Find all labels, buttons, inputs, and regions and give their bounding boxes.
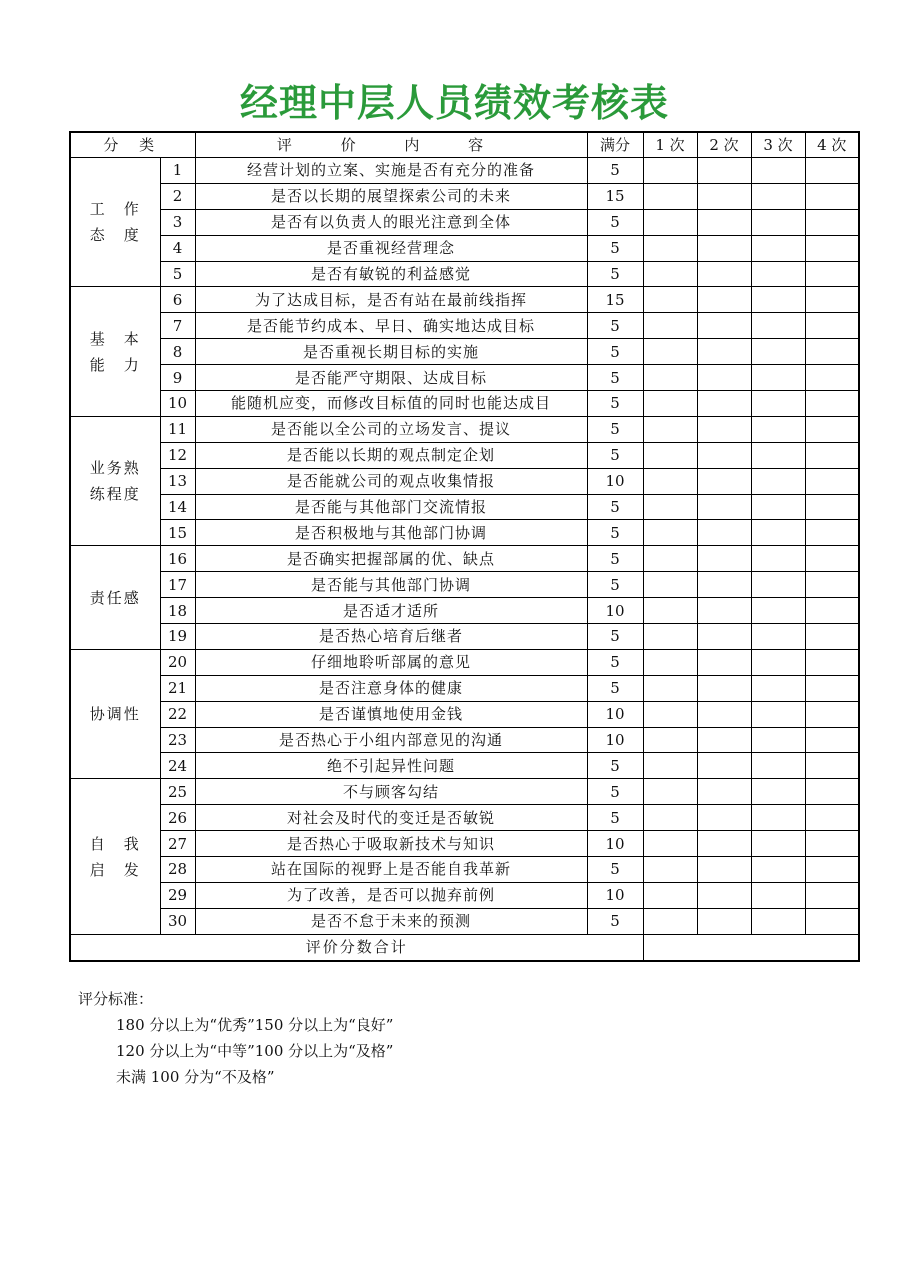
score-cell-round-1[interactable] [643,727,697,753]
item-number: 28 [160,857,195,883]
score-cell-round-3[interactable] [751,287,805,313]
item-number: 12 [160,442,195,468]
item-number: 30 [160,908,195,934]
score-cell-round-2[interactable] [697,727,751,753]
item-full-score: 5 [587,546,643,572]
score-cell-round-3[interactable] [751,235,805,261]
table-row [70,727,859,753]
score-cell-round-3[interactable] [751,675,805,701]
score-cell-round-1[interactable] [643,287,697,313]
item-content: 是否适才适所 [195,598,587,624]
page-title: 经理中层人员绩效考核表 [239,81,669,125]
item-number: 11 [160,416,195,442]
item-number: 24 [160,753,195,779]
item-content: 为了达成目标，是否有站在最前线指挥 [195,287,587,313]
score-cell-round-2[interactable] [697,183,751,209]
score-cell-round-4[interactable] [805,805,859,831]
score-cell-round-2[interactable] [697,572,751,598]
score-cell-round-1[interactable] [643,546,697,572]
score-cell-round-2[interactable] [697,261,751,287]
table-row [70,805,859,831]
item-number: 8 [160,339,195,365]
item-full-score: 5 [587,339,643,365]
score-cell-round-1[interactable] [643,235,697,261]
score-cell-round-1[interactable] [643,598,697,624]
category-label: 自 我 [89,834,141,853]
score-cell-round-1[interactable] [643,753,697,779]
item-full-score: 5 [587,908,643,934]
evaluation-table [69,131,860,962]
category-label: 启 发 [89,860,141,879]
score-cell-round-2[interactable] [697,235,751,261]
score-cell-round-1[interactable] [643,908,697,934]
item-content: 对社会及时代的变迁是否敏锐 [195,805,587,831]
item-number: 3 [160,209,195,235]
criteria-heading: 评分标准： [78,990,154,1008]
score-cell-round-3[interactable] [751,857,805,883]
score-cell-round-1[interactable] [643,391,697,417]
item-number: 13 [160,468,195,494]
score-cell-round-4[interactable] [805,209,859,235]
score-cell-round-1[interactable] [643,416,697,442]
score-cell-round-4[interactable] [805,287,859,313]
item-full-score: 5 [587,158,643,184]
item-full-score: 5 [587,675,643,701]
category-cell [70,158,160,287]
score-cell-round-3[interactable] [751,442,805,468]
score-cell-round-1[interactable] [643,158,697,184]
score-cell-round-4[interactable] [805,313,859,339]
item-full-score: 5 [587,261,643,287]
score-cell-round-4[interactable] [805,701,859,727]
score-cell-round-4[interactable] [805,442,859,468]
item-number: 18 [160,598,195,624]
header-full-score: 满分 [587,132,643,158]
item-content: 是否有以负责人的眼光注意到全体 [195,209,587,235]
score-cell-round-4[interactable] [805,675,859,701]
table-row [70,209,859,235]
score-cell-round-2[interactable] [697,546,751,572]
item-full-score: 5 [587,857,643,883]
item-full-score: 5 [587,442,643,468]
score-cell-round-4[interactable] [805,779,859,805]
category-cell [70,546,160,650]
item-full-score: 15 [587,287,643,313]
table-row [70,857,859,883]
score-cell-round-2[interactable] [697,908,751,934]
item-number: 16 [160,546,195,572]
item-number: 1 [160,158,195,184]
item-number: 19 [160,624,195,650]
score-cell-round-1[interactable] [643,831,697,857]
score-cell-round-1[interactable] [643,494,697,520]
score-cell-round-1[interactable] [643,520,697,546]
score-cell-round-1[interactable] [643,468,697,494]
score-cell-round-3[interactable] [751,805,805,831]
item-number: 21 [160,675,195,701]
item-full-score: 10 [587,727,643,753]
item-number: 22 [160,701,195,727]
table-row [70,442,859,468]
item-number: 14 [160,494,195,520]
item-full-score: 5 [587,365,643,391]
item-content: 是否能与其他部门协调 [195,572,587,598]
score-cell-round-4[interactable] [805,546,859,572]
score-cell-round-2[interactable] [697,882,751,908]
score-cell-round-3[interactable] [751,313,805,339]
score-cell-round-4[interactable] [805,857,859,883]
score-cell-round-3[interactable] [751,365,805,391]
score-cell-round-2[interactable] [697,753,751,779]
total-label: 评价分数合计 [70,934,643,960]
item-number: 7 [160,313,195,339]
score-cell-round-1[interactable] [643,805,697,831]
score-cell-round-1[interactable] [643,779,697,805]
table-row [70,598,859,624]
score-cell-round-4[interactable] [805,520,859,546]
category-label: 练程度 [89,485,141,504]
score-cell-round-3[interactable] [751,261,805,287]
score-cell-round-3[interactable] [751,727,805,753]
item-content: 能随机应变，而修改目标值的同时也能达成目 [195,391,587,417]
score-cell-round-2[interactable] [697,675,751,701]
item-full-score: 10 [587,701,643,727]
table-row [70,339,859,365]
score-cell-round-3[interactable] [751,649,805,675]
score-cell-round-4[interactable] [805,391,859,417]
score-cell-round-1[interactable] [643,572,697,598]
item-full-score: 5 [587,494,643,520]
score-cell-round-2[interactable] [697,520,751,546]
item-content: 是否能以全公司的立场发言、提议 [195,416,587,442]
criteria-line-3: 未满 100 分为“不及格” [116,1068,275,1086]
score-cell-round-3[interactable] [751,520,805,546]
item-content: 是否有敏锐的利益感觉 [195,261,587,287]
score-cell-round-4[interactable] [805,261,859,287]
score-cell-round-2[interactable] [697,209,751,235]
category-cell [70,649,160,778]
score-cell-round-4[interactable] [805,908,859,934]
score-cell-round-3[interactable] [751,882,805,908]
header-round-3: 3 次 [751,132,805,158]
score-cell-round-2[interactable] [697,779,751,805]
table-row [70,701,859,727]
item-number: 6 [160,287,195,313]
item-number: 5 [160,261,195,287]
item-full-score: 5 [587,313,643,339]
table-row [70,520,859,546]
item-content: 是否能与其他部门交流情报 [195,494,587,520]
item-content: 是否注意身体的健康 [195,675,587,701]
item-content: 站在国际的视野上是否能自我革新 [195,857,587,883]
item-number: 25 [160,779,195,805]
header-round-2: 2 次 [697,132,751,158]
item-number: 23 [160,727,195,753]
score-cell-round-4[interactable] [805,468,859,494]
score-cell-round-3[interactable] [751,468,805,494]
item-full-score: 5 [587,209,643,235]
score-cell-round-2[interactable] [697,831,751,857]
score-cell-round-4[interactable] [805,882,859,908]
criteria-line-2: 120 分以上为“中等”100 分以上为“及格” [116,1042,394,1060]
table-row [70,365,859,391]
item-full-score: 5 [587,753,643,779]
score-cell-round-2[interactable] [697,468,751,494]
item-content: 是否重视经营理念 [195,235,587,261]
score-cell-round-1[interactable] [643,701,697,727]
item-content: 是否重视长期目标的实施 [195,339,587,365]
table-row [70,649,859,675]
score-cell-round-2[interactable] [697,624,751,650]
item-full-score: 5 [587,624,643,650]
score-cell-round-1[interactable] [643,313,697,339]
table-row [70,261,859,287]
category-label: 工 作 [89,200,141,219]
score-cell-round-1[interactable] [643,209,697,235]
score-cell-round-3[interactable] [751,753,805,779]
score-cell-round-1[interactable] [643,365,697,391]
item-full-score: 5 [587,572,643,598]
item-number: 27 [160,831,195,857]
item-full-score: 5 [587,416,643,442]
item-content: 为了改善，是否可以抛弃前例 [195,882,587,908]
score-cell-round-3[interactable] [751,339,805,365]
item-full-score: 5 [587,391,643,417]
item-number: 17 [160,572,195,598]
score-cell-round-4[interactable] [805,494,859,520]
category-label: 协调性 [89,705,141,724]
score-cell-round-3[interactable] [751,416,805,442]
header-content: 评 价 内 容 [195,132,587,158]
score-cell-round-2[interactable] [697,701,751,727]
item-full-score: 5 [587,235,643,261]
score-cell-round-2[interactable] [697,649,751,675]
score-cell-round-3[interactable] [751,908,805,934]
item-number: 4 [160,235,195,261]
table-row [70,675,859,701]
item-number: 20 [160,649,195,675]
item-content: 仔细地聆听部属的意见 [195,649,587,675]
score-cell-round-2[interactable] [697,158,751,184]
score-cell-round-3[interactable] [751,598,805,624]
score-cell-round-1[interactable] [643,675,697,701]
score-cell-round-2[interactable] [697,313,751,339]
score-cell-round-2[interactable] [697,805,751,831]
item-content: 是否热心培育后继者 [195,624,587,650]
score-cell-round-1[interactable] [643,442,697,468]
score-cell-round-4[interactable] [805,649,859,675]
score-cell-round-3[interactable] [751,546,805,572]
table-row [70,235,859,261]
score-cell-round-3[interactable] [751,494,805,520]
category-label: 能 力 [89,355,141,374]
item-number: 10 [160,391,195,417]
score-cell-round-4[interactable] [805,158,859,184]
category-label: 基 本 [89,329,141,348]
score-cell-round-3[interactable] [751,158,805,184]
item-content: 是否不怠于未来的预测 [195,908,587,934]
item-content: 是否谨慎地使用金钱 [195,701,587,727]
item-full-score: 15 [587,183,643,209]
score-cell-round-4[interactable] [805,753,859,779]
item-number: 26 [160,805,195,831]
score-cell-round-2[interactable] [697,287,751,313]
score-cell-round-4[interactable] [805,235,859,261]
score-cell-round-1[interactable] [643,649,697,675]
score-cell-round-2[interactable] [697,442,751,468]
score-cell-round-3[interactable] [751,831,805,857]
table-row [70,287,859,313]
table-row [70,624,859,650]
score-cell-round-1[interactable] [643,857,697,883]
score-cell-round-1[interactable] [643,339,697,365]
score-cell-round-1[interactable] [643,261,697,287]
score-cell-round-4[interactable] [805,624,859,650]
score-cell-round-4[interactable] [805,831,859,857]
item-content: 经营计划的立案、实施是否有充分的准备 [195,158,587,184]
table-row [70,468,859,494]
score-cell-round-2[interactable] [697,365,751,391]
item-full-score: 5 [587,805,643,831]
item-number: 15 [160,520,195,546]
category-cell [70,287,160,416]
total-row [70,934,859,960]
table-row [70,779,859,805]
score-cell-round-4[interactable] [805,339,859,365]
score-cell-round-1[interactable] [643,882,697,908]
item-full-score: 10 [587,882,643,908]
score-cell-round-2[interactable] [697,598,751,624]
table-row [70,391,859,417]
table-row [70,183,859,209]
item-full-score: 5 [587,779,643,805]
score-cell-round-1[interactable] [643,624,697,650]
score-cell-round-2[interactable] [697,416,751,442]
score-cell-round-2[interactable] [697,391,751,417]
table-row [70,831,859,857]
score-cell-round-4[interactable] [805,183,859,209]
category-cell [70,779,160,934]
table-row [70,908,859,934]
category-label: 责任感 [89,588,141,607]
table-row [70,313,859,339]
category-label: 态 度 [89,226,141,245]
item-content: 是否确实把握部属的优、缺点 [195,546,587,572]
score-cell-round-3[interactable] [751,391,805,417]
category-label: 业务熟 [89,459,141,478]
item-content: 是否积极地与其他部门协调 [195,520,587,546]
score-cell-round-4[interactable] [805,598,859,624]
table-row [70,158,859,184]
header-category: 分 类 [70,132,195,158]
item-content: 是否能严守期限、达成目标 [195,365,587,391]
score-cell-round-3[interactable] [751,701,805,727]
header-round-4: 4 次 [805,132,859,158]
item-number: 9 [160,365,195,391]
score-cell-round-2[interactable] [697,857,751,883]
score-cell-round-3[interactable] [751,572,805,598]
score-cell-round-3[interactable] [751,779,805,805]
item-full-score: 5 [587,649,643,675]
item-full-score: 5 [587,520,643,546]
total-value-cell[interactable] [643,934,859,960]
item-content: 是否能节约成本、早日、确实地达成目标 [195,313,587,339]
score-cell-round-2[interactable] [697,339,751,365]
table-row [70,882,859,908]
score-cell-round-4[interactable] [805,365,859,391]
table-row [70,572,859,598]
item-full-score: 10 [587,468,643,494]
header-round-1: 1 次 [643,132,697,158]
item-content: 绝不引起异性问题 [195,753,587,779]
table-row [70,494,859,520]
item-content: 是否热心于小组内部意见的沟通 [195,727,587,753]
item-content: 是否能就公司的观点收集情报 [195,468,587,494]
item-number: 29 [160,882,195,908]
item-content: 是否能以长期的观点制定企划 [195,442,587,468]
item-content: 不与顾客勾结 [195,779,587,805]
scoring-criteria [78,986,393,1090]
header-row [70,132,859,158]
score-cell-round-3[interactable] [751,183,805,209]
score-cell-round-4[interactable] [805,727,859,753]
table-row [70,546,859,572]
criteria-line-1: 180 分以上为“优秀”150 分以上为“良好” [116,1016,394,1034]
item-content: 是否以长期的展望探索公司的未来 [195,183,587,209]
item-content: 是否热心于吸取新技术与知识 [195,831,587,857]
table-row [70,416,859,442]
table-row [70,753,859,779]
item-full-score: 10 [587,598,643,624]
score-cell-round-4[interactable] [805,572,859,598]
category-cell [70,416,160,545]
score-cell-round-3[interactable] [751,624,805,650]
item-full-score: 10 [587,831,643,857]
score-cell-round-1[interactable] [643,183,697,209]
score-cell-round-3[interactable] [751,209,805,235]
score-cell-round-4[interactable] [805,416,859,442]
item-number: 2 [160,183,195,209]
score-cell-round-2[interactable] [697,494,751,520]
